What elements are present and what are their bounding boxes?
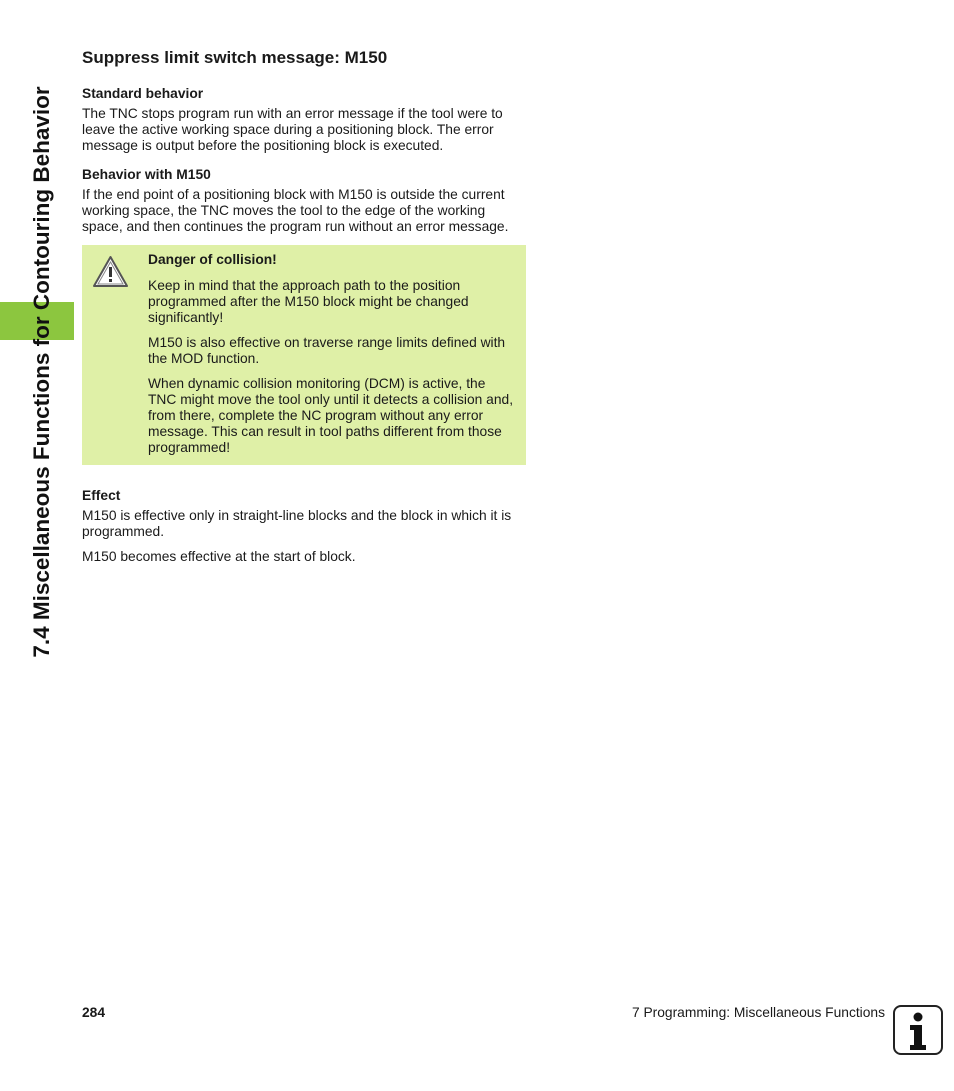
effect-paragraph: M150 becomes effective at the start of block. (82, 549, 356, 564)
effect-heading: Effect (82, 488, 121, 503)
collision-warning-box (82, 245, 526, 465)
section-title: Suppress limit switch message: M150 (82, 48, 388, 67)
standard-behavior-heading: Standard behavior (82, 86, 204, 101)
chapter-side-title: 7.4 Miscellaneous Functions for Contouring Behavior (29, 86, 54, 658)
info-icon (893, 1005, 943, 1055)
warning-paragraph: Keep in mind that the approach path to the position programmed after the M150 block might be changed significantly! (148, 278, 469, 325)
behavior-m150-heading: Behavior with M150 (82, 167, 211, 182)
behavior-m150-text: If the end point of a positioning block with M150 is outside the current working space, the TNC moves the tool to the edge of the working space, and then continues the program run without an error message. (82, 187, 509, 234)
standard-behavior-text: The TNC stops program run with an error message if the tool were to leave the active working space during a positioning block. The error message is output before the positioning block is executed. (82, 106, 503, 153)
effect-paragraph: M150 is effective only in straight-line blocks and the block in which it is programmed. (82, 508, 512, 539)
warning-title: Danger of collision! (148, 252, 277, 267)
main-content (82, 47, 526, 574)
warning-paragraph: When dynamic collision monitoring (DCM) is active, the TNC might move the tool only until it detects a collision and, from there, complete the NC program without any error message. This can result in tool paths different from those programmed! (148, 376, 514, 455)
page-number: 284 (82, 1005, 106, 1020)
warning-paragraph: M150 is also effective on traverse range limits defined with the MOD function. (148, 335, 506, 366)
warning-triangle-icon (92, 255, 129, 288)
footer-chapter-title: 7 Programming: Miscellaneous Functions (631, 1005, 885, 1020)
